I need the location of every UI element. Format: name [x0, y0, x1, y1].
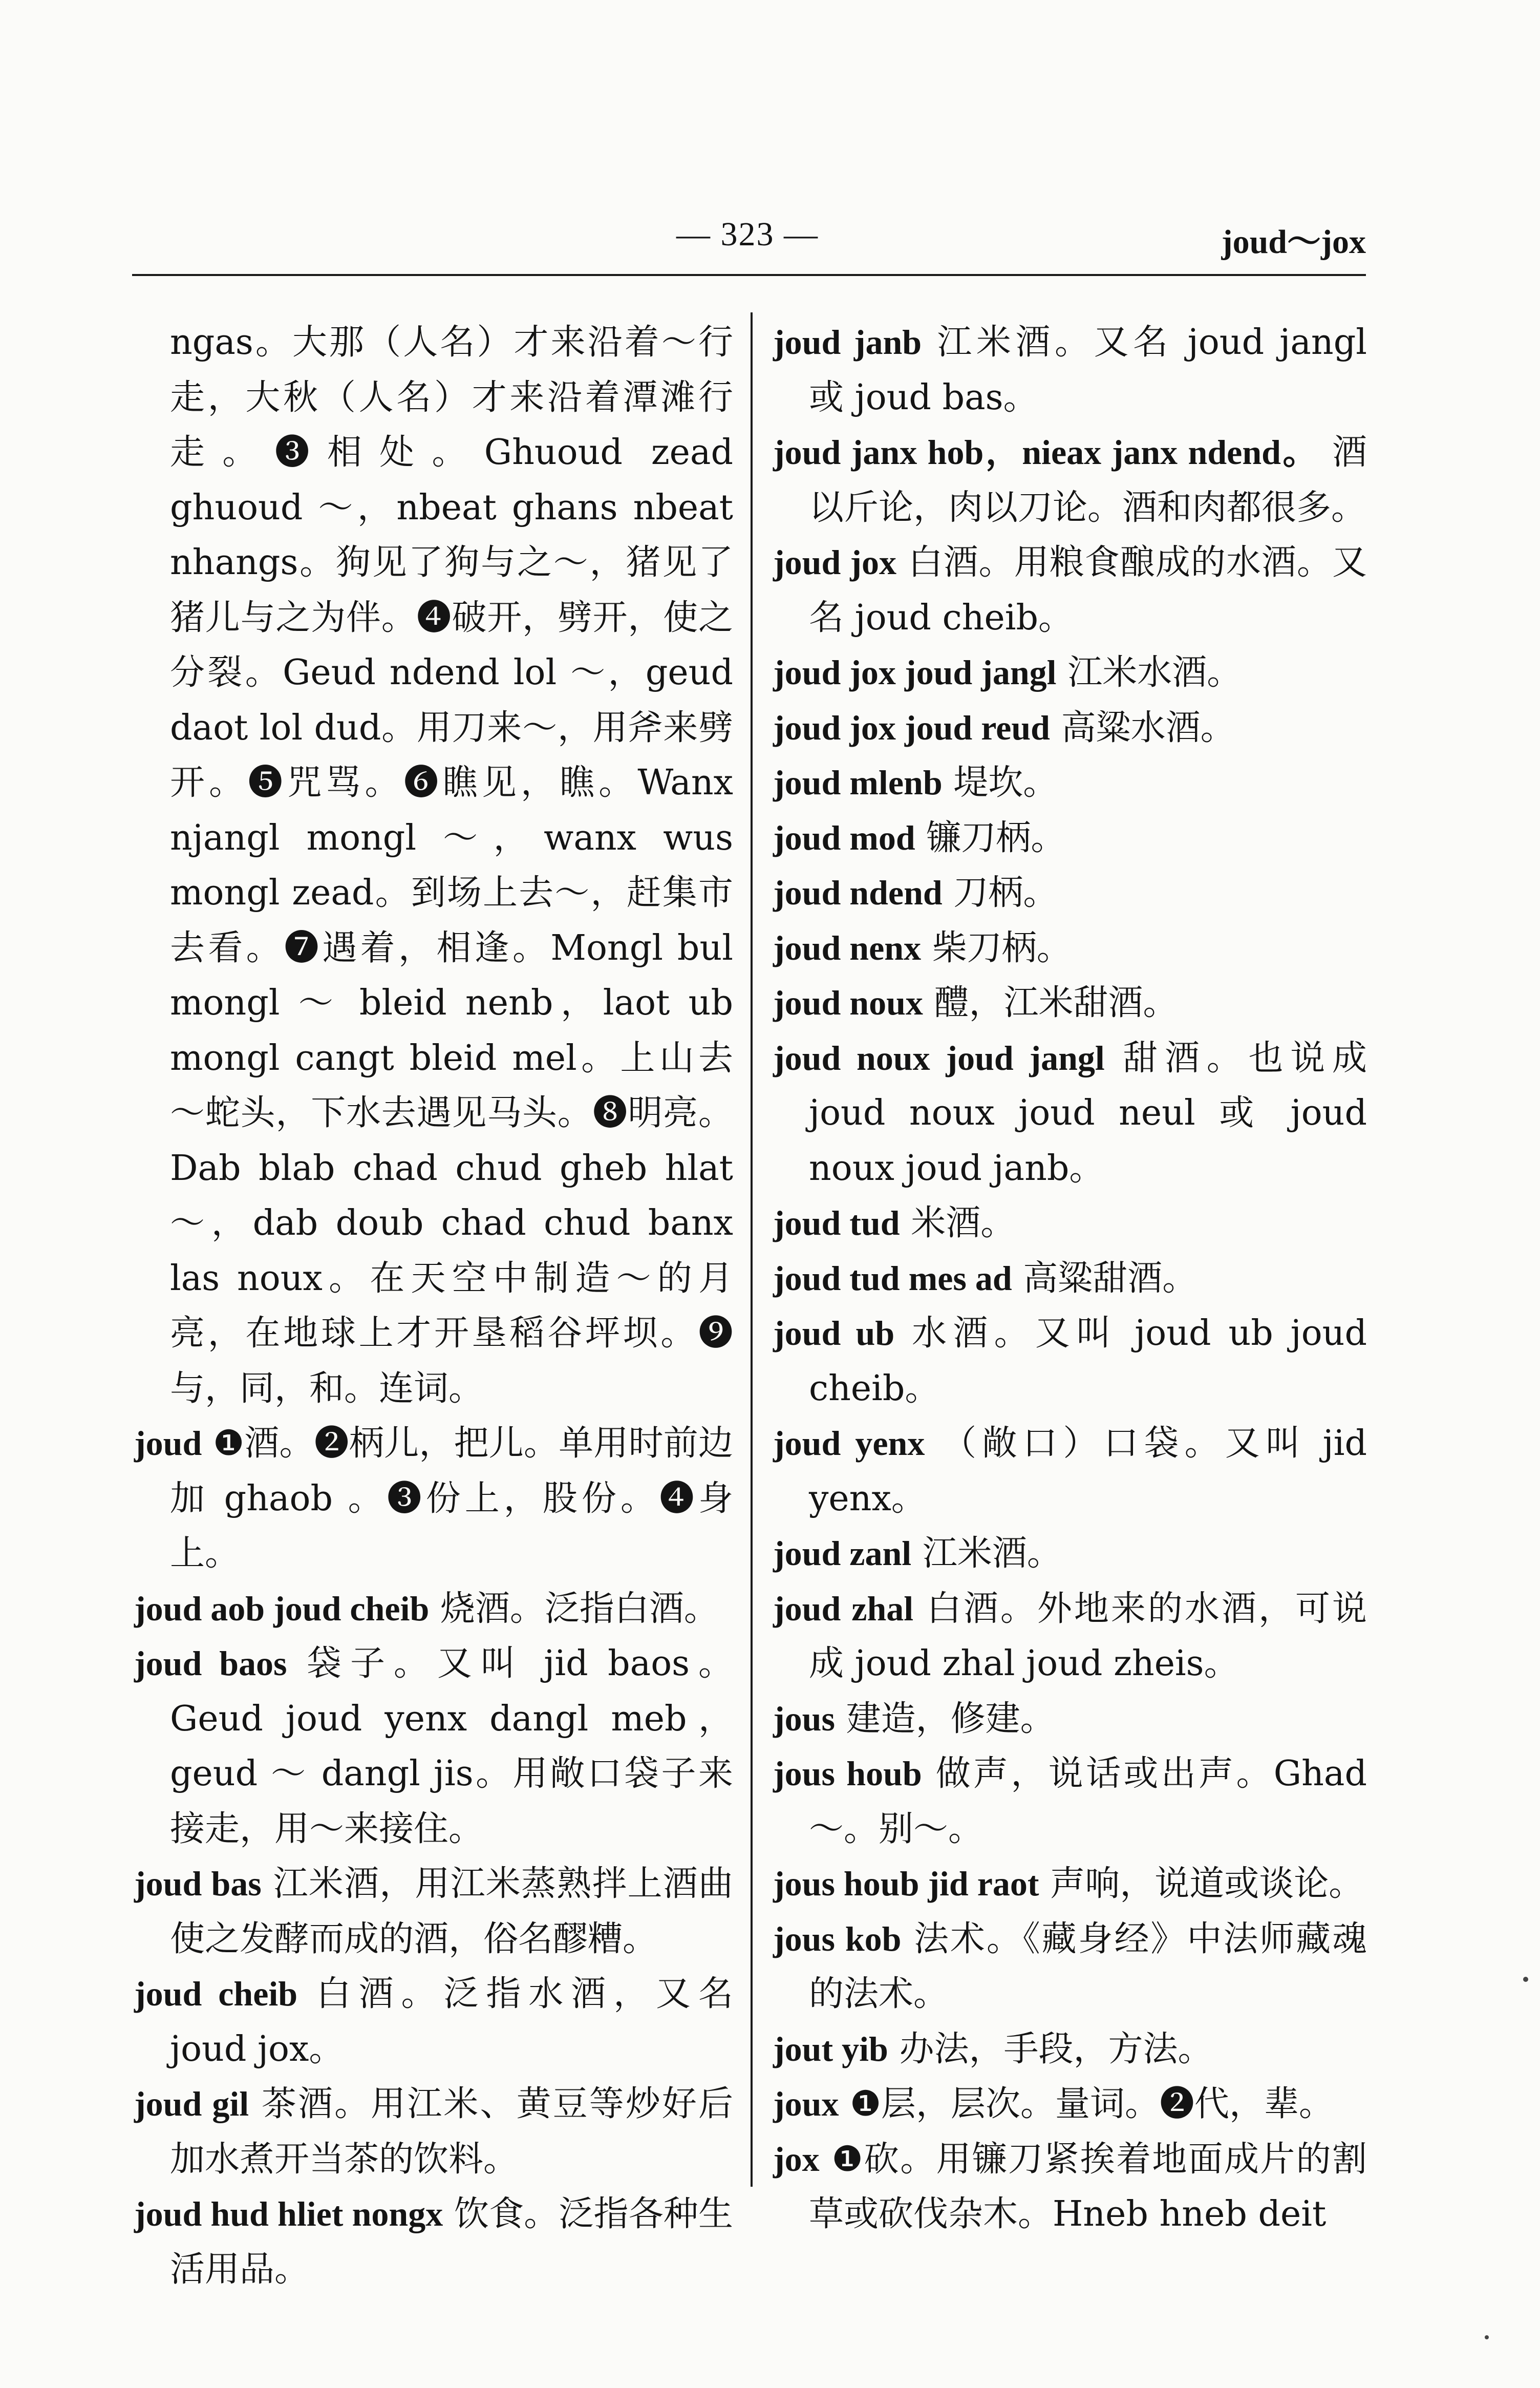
dictionary-entry [134, 2077, 733, 2187]
entry-headword: joud gil [134, 2084, 249, 2123]
entry-headword: joud nenx [773, 928, 922, 967]
scan-speck [1485, 2335, 1489, 2339]
entry-definition: ngas。大那（人名）才来沿着～行走，大秋（人名）才来沿着潭滩行走。❸相处。Ghuoud zead ghuoud ～，nbeat ghans nbeat nhangs。狗见了狗与之～，猪见了猪儿与之为伴。❹破开，劈开，使之分裂。Geud ndend lol ～，geud daot lol dud。用刀来～，用斧来劈开。❺咒骂。❻瞧见，瞧。Wanx njangl mongl ～，wanx wus mongl zead。到场上去～，赶集市去看。❼遇着，相逢。Mongl bul mongl ～ bleid nenb，laot ub mongl cangt bleid mel。上山去～蛇头，下水去遇见马头。❽明亮。Dab blab chad chud gheb hlat ～，dab doub chad chud banx las noux。在天空中制造～的月亮，在地球上才开垦稻谷坪坝。❾与，同，和。连词。 [170, 322, 733, 1409]
entry-definition: 江米酒。又名 joud jangl 或 joud bas。 [809, 322, 1367, 418]
dictionary-entry [773, 701, 1367, 756]
entry-headword: joud aob joud cheib [134, 1589, 430, 1628]
entry-headword: jous [773, 1699, 835, 1738]
entry-definition: 高粱甜酒。 [1023, 1258, 1197, 1299]
dictionary-entry [134, 1856, 733, 1967]
entry-definition: 声响，说道或谈论。 [1050, 1864, 1364, 1904]
entry-headword: joud jox joud jangl [773, 653, 1057, 692]
entry-headword: joud ndend [773, 873, 943, 912]
entry-definition: 江米酒。 [922, 1533, 1062, 1574]
dictionary-entry [134, 1967, 733, 2077]
dictionary-entry [773, 645, 1367, 701]
entry-headword: joux [773, 2084, 839, 2123]
entry-headword: jous kob [773, 1919, 902, 1958]
dictionary-entry [773, 425, 1367, 535]
entry-definition: 醴，江米甜酒。 [934, 983, 1178, 1023]
entry-definition: 白酒。外地来的水酒，可说成 joud zhal joud zheis。 [809, 1588, 1367, 1684]
dictionary-entry [134, 315, 733, 1416]
dictionary-entry [773, 755, 1367, 811]
page-number: — 323 — [676, 216, 819, 253]
entry-definition: 烧酒。泛指白酒。 [440, 1588, 719, 1629]
entry-definition: 袋子。又叫 jid baos。Geud joud yenx dangl meb，geud ～ dangl jis。用敞口袋子来接走，用～来接住。 [170, 1643, 733, 1849]
entry-definition: 水酒。又叫 joud ub joud cheib。 [809, 1313, 1367, 1409]
header-rule [132, 274, 1366, 276]
entry-headword: jox [773, 2139, 820, 2179]
entry-definition: 刀柄。 [953, 873, 1058, 913]
entry-definition: 高粱水酒。 [1061, 707, 1235, 748]
entry-definition: 茶酒。用江米、黄豆等炒好后加水煮开当茶的饮料。 [170, 2084, 733, 2180]
dictionary-entry [773, 1856, 1367, 1912]
entry-headword: joud hud hliet nongx [134, 2194, 443, 2233]
entry-definition: 办法，手段，方法。 [899, 2028, 1213, 2069]
entry-definition: 甜酒。也说成 joud noux joud neul 或 joud noux joud janb。 [809, 1038, 1367, 1189]
dictionary-entry [773, 1031, 1367, 1196]
dictionary-entry [773, 2077, 1367, 2132]
dictionary-entry [773, 535, 1367, 645]
entry-headword: jout yib [773, 2029, 888, 2068]
entry-definition: 法术。《藏身经》中法师藏魂的法术。 [809, 1918, 1367, 2014]
entry-definition: 江米水酒。 [1067, 652, 1242, 693]
entry-definition: 酒以斤论，肉以刀论。酒和肉都很多。 [809, 432, 1367, 528]
entry-headword: joud yenx [773, 1424, 925, 1463]
dictionary-entry [773, 1306, 1367, 1416]
entry-headword: joud mod [773, 818, 915, 857]
entry-definition: 江米酒，用江米蒸熟拌上酒曲使之发酵而成的酒，俗名醪糟。 [170, 1864, 733, 1959]
dictionary-entry [773, 2132, 1367, 2242]
entry-definition: 镰刀柄。 [926, 817, 1066, 858]
entry-definition: 米酒。 [911, 1203, 1016, 1243]
dictionary-entry [773, 1581, 1367, 1692]
dictionary-entry [773, 811, 1367, 866]
entry-headword: jous houb jid raot [773, 1864, 1039, 1903]
dictionary-entry [773, 1251, 1367, 1306]
entry-headword: joud cheib [134, 1974, 298, 2013]
dictionary-entry [773, 2022, 1367, 2077]
entry-headword: joud ub [773, 1314, 895, 1353]
entry-headword: joud noux [773, 983, 923, 1022]
dictionary-entry [773, 976, 1367, 1031]
dictionary-entry [773, 1526, 1367, 1581]
entry-headword: joud janx hob，nieax janx ndend。 [773, 433, 1319, 472]
entry-headword: joud tud mes ad [773, 1258, 1012, 1298]
entry-headword: joud janb [773, 323, 922, 362]
dictionary-entry [773, 1692, 1367, 1747]
entry-definition: ❶砍。用镰刀紧挨着地面成片的割草或砍伐杂木。Hneb hneb deit [809, 2139, 1367, 2234]
entry-headword: joud baos [134, 1644, 287, 1683]
entry-definition: 白酒。用粮食酿成的水酒。又名 joud cheib。 [809, 542, 1367, 638]
entry-definition: 白酒。泛指水酒，又名 joud jox。 [170, 1974, 733, 2069]
page-header [0, 0, 1540, 307]
dictionary-entry [134, 1416, 733, 1581]
dictionary-entry [134, 1581, 733, 1637]
dictionary-entry [773, 1196, 1367, 1251]
dictionary-entry [773, 1746, 1367, 1856]
entry-definition: ❶层，层次。量词。❷代，辈。 [850, 2084, 1334, 2124]
entry-headword: joud zanl [773, 1534, 912, 1573]
entry-headword: joud tud [773, 1203, 900, 1242]
entry-headword: joud zhal [773, 1589, 914, 1628]
entry-headword: joud jox [773, 543, 896, 582]
entry-definition: ❶酒。❷柄儿，把儿。单用时前边加 ghaob 。❸份上，股份。❹身上。 [170, 1423, 733, 1574]
entry-definition: 做声，说话或出声。Ghad ～。别～。 [809, 1753, 1367, 1849]
entry-definition: 堤坎。 [953, 763, 1058, 803]
dictionary-entry [134, 2187, 733, 2297]
entry-definition: 柴刀柄。 [932, 927, 1072, 968]
entry-headword: joud mlenb [773, 763, 943, 802]
entry-headword: joud bas [134, 1864, 262, 1903]
running-head: joud～jox [1221, 223, 1366, 261]
right-column [773, 315, 1367, 2242]
dictionary-entry [773, 865, 1367, 921]
entry-headword: joud noux joud jangl [773, 1038, 1105, 1077]
column-divider [751, 312, 753, 2187]
dictionary-entry [134, 1636, 733, 1856]
entry-headword: joud [134, 1424, 202, 1463]
entry-headword: joud jox joud reud [773, 708, 1050, 747]
dictionary-entry [773, 1912, 1367, 2022]
entry-definition: （敞口）口袋。又叫 jid yenx。 [809, 1423, 1367, 1519]
dictionary-entry [773, 1416, 1367, 1526]
entry-definition: 建造，修建。 [846, 1698, 1055, 1739]
entry-definition: 饮食。泛指各种生活用品。 [170, 2194, 733, 2290]
dictionary-entry [773, 921, 1367, 976]
entry-headword: jous houb [773, 1754, 922, 1793]
dictionary-entry [773, 315, 1367, 425]
left-column [134, 315, 733, 2297]
scan-speck [1523, 1977, 1528, 1982]
